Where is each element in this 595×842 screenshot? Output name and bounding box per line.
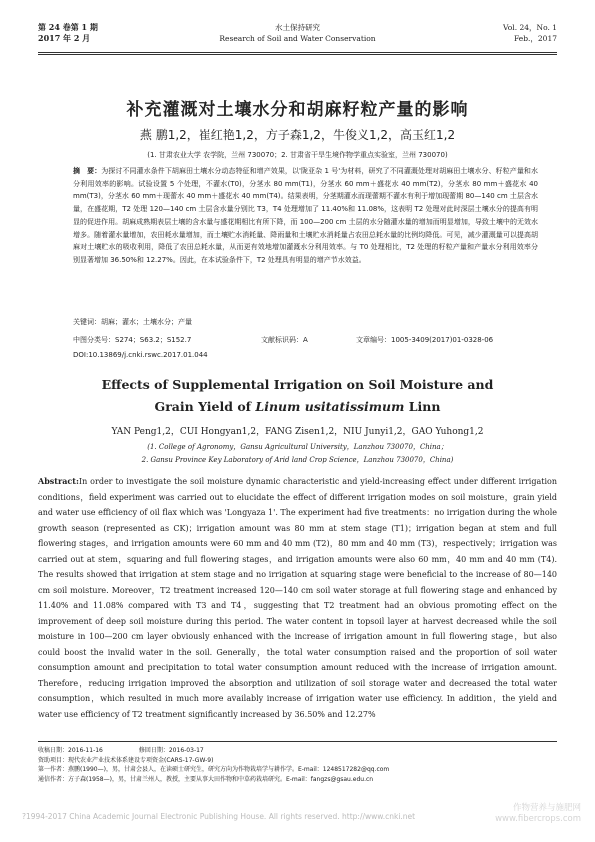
watermark-line1: 作物营养与施肥网 xyxy=(512,803,581,813)
footnote xyxy=(38,741,557,784)
abstract-cn-label: 摘 要： xyxy=(73,167,102,175)
doi: DOI:10.13869/j.cnki.rswc.2017.01.044 xyxy=(73,351,208,359)
journal-volume-en xyxy=(503,22,557,44)
first-author: 第一作者：燕鹏(1990—)，男，甘肃会县人，在读硕士研究生，研究方向为作物栽培学与耕作学。E-mail：1248517282@qq.com xyxy=(38,766,390,773)
classification-line xyxy=(73,335,538,347)
watermark xyxy=(493,803,581,825)
paper-title-en xyxy=(0,374,595,418)
article-number: 文章编号：1005-3409(2017)01-0328-06 xyxy=(356,336,494,344)
title-en-line2-post: Linn xyxy=(404,399,441,414)
journal-name-en: Research of Soil and Water Conservation xyxy=(219,34,376,43)
abstract-cn xyxy=(73,165,538,267)
document-code: 文献标识码：A xyxy=(261,336,308,344)
publication-date-cn: 2017 年 2 月 xyxy=(38,33,91,43)
journal-name-cn: 水土保持研究 xyxy=(275,23,320,32)
received-date: 收稿日期：2016-11-16 修回日期：2016-03-17 xyxy=(38,747,204,754)
journal-name xyxy=(38,22,557,44)
affiliation-en xyxy=(0,441,595,467)
abstract-en-label: Abstract: xyxy=(38,476,79,486)
corresponding-author: 通信作者：方子森(1958—)，男，甘肃兰州人，教授，主要从事大田作物和中草药栽培研究。E-mail：fangzs@gsau.edu.cn xyxy=(38,775,374,783)
abstract-en-text: In order to investigate the soil moisture dynamic characteristic and yield-increasing effect under different irrigation conditions，field experiment was carried out to elucidate the effect of different irrigation modes on soil moisture，grain yield and water use efficiency of oil flax which was 'Longyaza 1'. The experiment had five treatments：no irrigation during the whole growth season (represented as CK)；irrigation amount was 80 mm at stem stage (T1)；irrigation began at stem and full flowering stages，and irrigation amounts were 60 mm and 40 mm (T2)，80 mm and 40 mm (T3)，respectively；irrigation was carried out at stem，squaring and full flowering stages，and irrigation amounts were also 60 mm，40 mm and 40 mm (T4). The results showed that irrigation at stem stage and no irrigation at squaring stage were beneficial to the increase of 80—140 cm soil moisture. Moreover，T2 treatment increased 120—140 cm soil water storage at full flowering stage and enhanced by 11.40% and 11.08% compared with T3 and T4，suggesting that T2 treatment had an obvious promoting effect on the improvement of deep soil moisture during this period. The water content in topsoil layer at harvest decreased while the soil moisture in 100—200 cm layer obviously enhanced with the increase of irrigation amount in full flowering stage，but also could boost the invalid water in the soil. Generally，the total water consumption raised and the proportion of soil water consumption amount and precipitation to total water consumption amount reduced with the increase of irrigation amount. Therefore，reducing irrigation improved the absorption and utilization of soil storage water and decreased the total water consumption，which resulted in much more availably increase of irrigation water use efficiency. In addition，the yield and water use efficiency of T2 treatment significantly increased by 36.50% and 12.27% xyxy=(38,477,557,719)
title-en-line2-pre: Grain Yield of xyxy=(154,399,256,414)
abstract-cn-text: 为探讨不同灌水条件下胡麻田土壤水分动态特征和增产效果，以'陇亚杂 1 号'为材料，研究了不同灌溉处理对胡麻田土壤水分、籽粒产量和水分利用效率的影响。试验设置 5 个处理，不灌水(T0)，分茎水 80 mm(T1)，分茎水 60 mm＋盛花水 40 mm(T2)，分茎水 80 mm＋盛花水 40 mm(T3)，分茎水 60 mm＋现蕾水 40 mm＋盛花水 40 mm(T4)。结果表明，分茎期灌水而现蕾期不灌水有利于增加现蕾期 80—140 cm 土层含水量，在盛花期，T2 处理 120—140 cm 土层含水量分别比 T3，T4 处理增加了 11.40%和 11.08%，这表明 T2 处理对此时深层土壤水分的提高有明显的促进作用。胡麻成熟期表层土壤的含水量与盛花期相比有所下降，而 100—200 cm 土层的水分随灌水量的增加而明显增加，导致土壤中的无效水增多。随着灌水量增加，农田耗水量增加，而土壤贮水消耗量、降雨量和土壤贮水消耗量占农田总耗水量的比例均降低。可见，减少灌溉量可以提高胡麻对土壤贮水的吸收利用，降低了农田总耗水量，从而更有效地增加灌溉水分利用效率。与 T0 处理相比，T2 处理的籽粒产量和产量水分利用效率分别显著增加 36.50%和 12.27%。因此，在本试验条件下，T2 处理具有明显的增产节水效益。 xyxy=(73,167,538,264)
affiliation-cn: (1. 甘肃农业大学 农学院，兰州 730070；2. 甘肃省干旱生境作物学重点实验室，兰州 730070) xyxy=(147,151,448,159)
title-en-line2 xyxy=(0,396,595,418)
clc-number: 中图分类号：S274；S63.2；S152.7 xyxy=(73,336,192,344)
publication-date-en: Feb.，2017 xyxy=(513,34,557,43)
affiliation-en-2: 2. Gansu Province Key Laboratory of Arid land Crop Science，Lanzhou 730070，China) xyxy=(141,456,454,464)
volume-issue-en: Vol. 24，No. 1 xyxy=(503,23,557,32)
title-en-line1: Effects of Supplemental Irrigation on Soil Moisture and xyxy=(101,377,494,392)
volume-issue: 第 24 卷第 1 期 xyxy=(38,22,98,32)
species-name: Linum usitatissimum xyxy=(255,399,405,414)
affiliation-en-1: (1. College of Agronomy，Gansu Agricultural University，Lanzhou 730070，China； xyxy=(147,443,448,451)
abstract-en xyxy=(38,474,557,722)
keywords-cn: 关键词：胡麻；灌水；土壤水分；产量 xyxy=(73,318,192,326)
funding: 资助项目：现代农业产业技术体系建设专项资金(CARS-17-GW-9) xyxy=(38,756,214,764)
authors-en: YAN Peng1,2，CUI Hongyan1,2，FANG Zisen1,2，NIU Junyi1,2，GAO Yuhong1,2 xyxy=(111,427,484,437)
copyright-notice: ?1994-2017 China Academic Journal Electronic Publishing House. All rights reserved. http://www.cnki.net xyxy=(22,812,416,821)
running-header xyxy=(38,22,557,53)
authors-cn: 燕 鹏1,2，崔红艳1,2，方子森1,2，牛俊义1,2，高玉红1,2 xyxy=(139,128,456,142)
watermark-line2: www.fibercrops.com xyxy=(495,814,581,824)
paper-title-cn: 补充灌溉对土壤水分和胡麻籽粒产量的影响 xyxy=(126,100,469,120)
